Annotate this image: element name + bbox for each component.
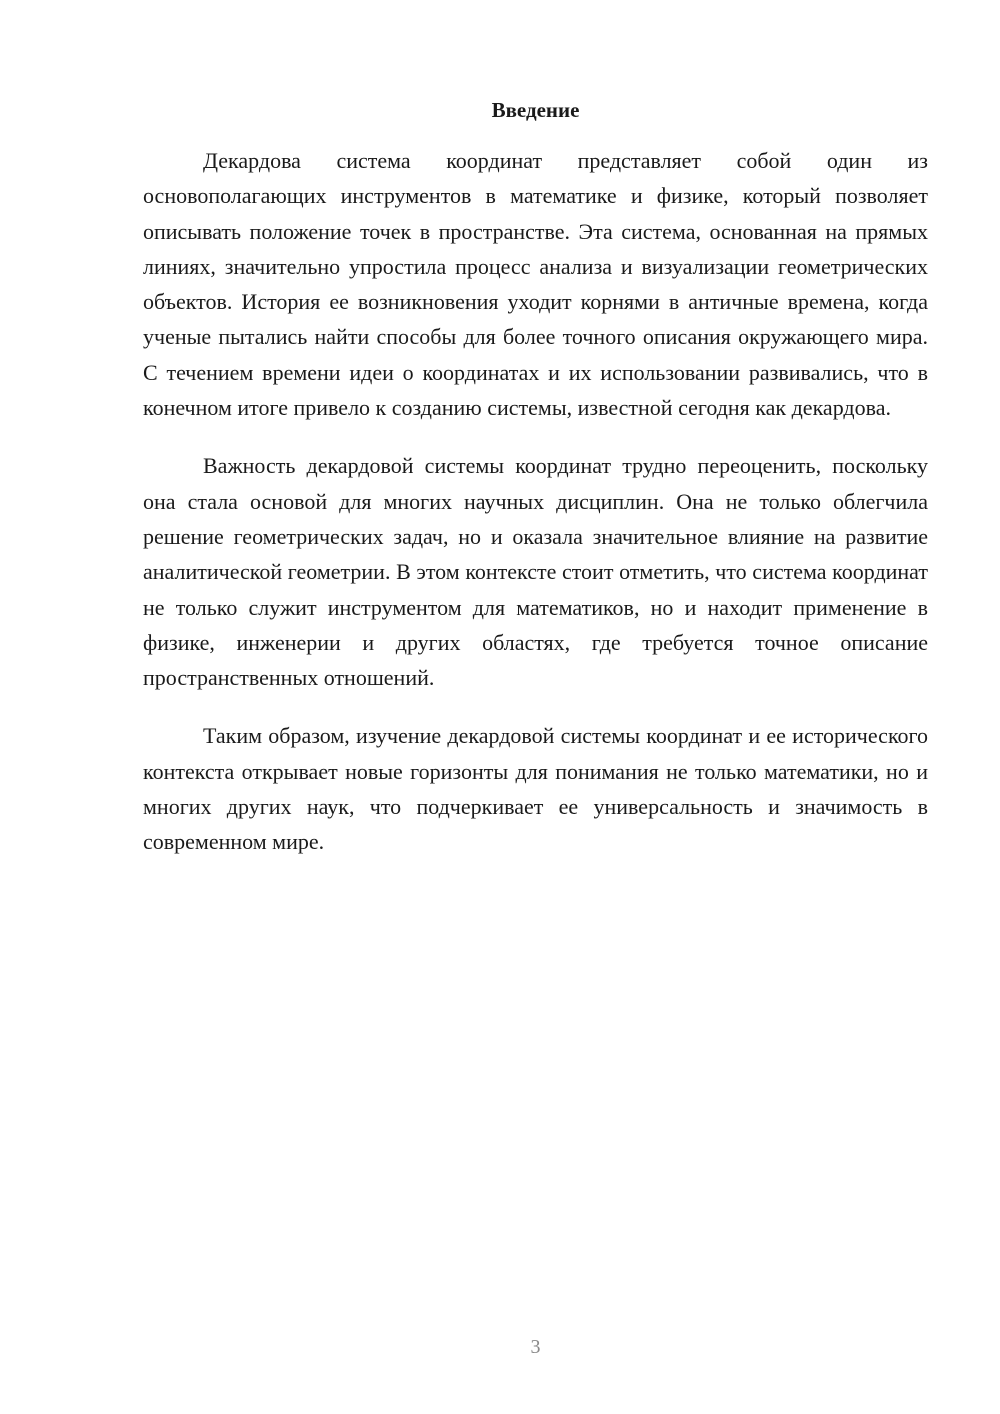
paragraph-2: Важность декардовой системы координат трудно переоценить, поскольку она стала основой для многих научных дисциплин. Она не только облегчила решение геометрических задач, но и оказала значительное влияние на развитие аналитической геометрии. В этом контексте стоит отметить, что система координат не только служит инструментом для математиков, но и находит применение в физике, инженерии и других областях, где требуется точное описание пространственных отношений.	[143, 453, 928, 691]
section-title: Введение	[491, 98, 580, 122]
paragraph-1: Декардова система координат представляет собой один из основополагающих инструментов в математике и физике, который позволяет описывать положение точек в пространстве. Эта система, основанная на прямых линиях, значительно упростила процесс анализа и визуализации геометрических объектов. История ее возникновения уходит корнями в античные времена, когда ученые пытались найти способы для более точного описания окружающего мира. С течением времени идеи о координатах и их использовании развивались, что в конечном итоге привело к созданию системы, известной сегодня как декардова.	[143, 148, 928, 421]
page-number: 3	[530, 1336, 541, 1358]
body-text	[143, 143, 928, 860]
paragraph-3: Таким образом, изучение декардовой системы координат и ее исторического контекста открывает новые горизонты для понимания не только математики, но и многих других наук, что подчеркивает ее универсальность и значимость в современном мире.	[143, 723, 928, 855]
